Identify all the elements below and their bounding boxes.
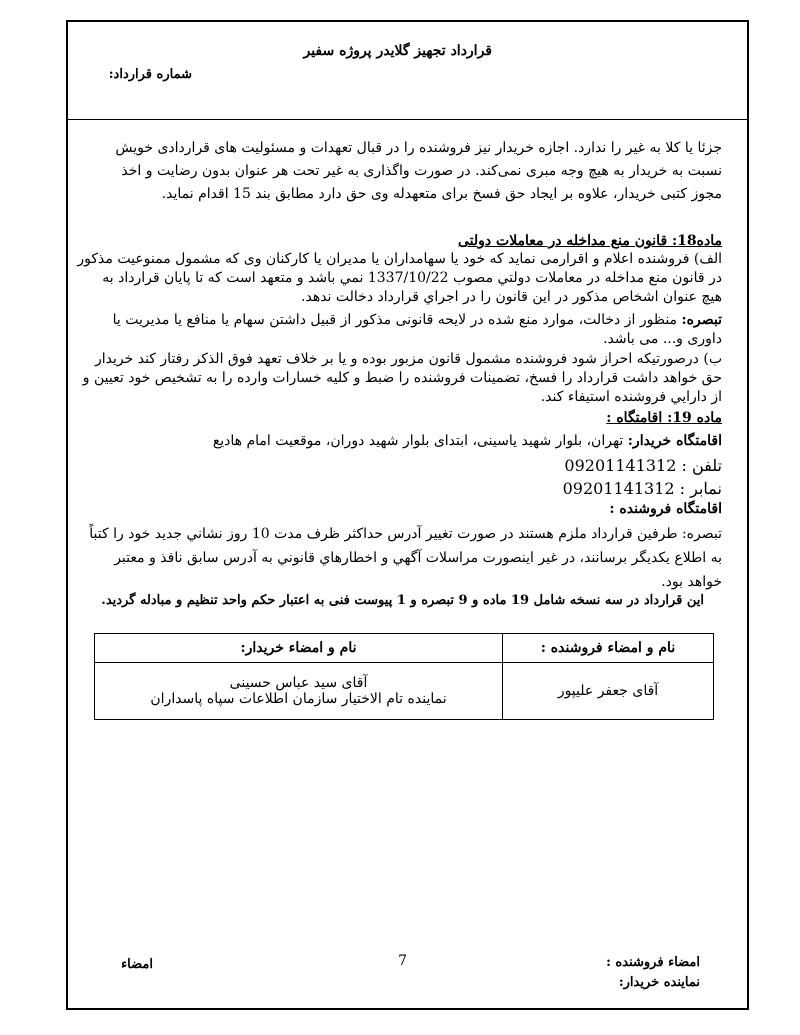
paragraph-line: نسبت به خریدار به هیچ وجه مبری نمی‌کند. در صورت واگذاری به غیر تحت هر عنوان بدون رضایت و اخذ (121, 163, 722, 179)
buyer-title: نماینده تام الاختیار سازمان اطلاعات سپاه پاسداران (150, 691, 447, 707)
article-18-paragraph-a (77, 250, 722, 307)
paragraph-line: از دارایي فروشنده استیفاء کند. (540, 389, 722, 405)
article-18-note (92, 311, 722, 349)
note-label: تبصره: (681, 312, 722, 328)
seller-address-label: اقامتگاه فروشنده : (609, 501, 722, 517)
paragraph-line (92, 311, 722, 330)
paragraph-line: تبصره: طرفين قرارداد ملزم هستند در صورت تغيير آدرس حداكثر ظرف مدت 10 روز نشاني جديد خود را كتباً (89, 526, 722, 542)
paragraph-line: خواهد بود. (661, 574, 722, 590)
paragraph-line: ب) درصورتیکه احراز شود فروشنده مشمول قانون مزبور بوده و یا بر خلاف تعهد فوق الذکر رفتار کند خریدار (95, 351, 722, 367)
paragraph-line: حق خواهد داشت قرارداد را فسخ، تضمینات فروشنده را ضبط و کلیه خسارات وارده را به تشخیص خود تعیین و (82, 370, 722, 386)
continuation-paragraph (92, 137, 722, 206)
article-19-heading: ماده 19: اقامتگاه : (606, 410, 722, 426)
seller-signature-header: نام و امضاء فروشنده : (503, 634, 714, 663)
article-18-heading: ماده18: قانون منع مداخله در معاملات دولتی (457, 233, 722, 249)
paragraph-line: هیچ عنوان اشخاص مذکور در این قانون را در اجراي قرارداد دخالت ندهد. (301, 289, 722, 305)
signature-table-header-row (95, 634, 714, 663)
buyer-representative-label: نماینده خریدار: (618, 975, 700, 990)
contract-number-label: شماره قرارداد: (108, 67, 192, 82)
signature-table (94, 633, 714, 720)
page-number: 7 (398, 953, 407, 969)
buyer-address-line (213, 433, 722, 449)
paragraph-line: داوری و... می باشد. (603, 331, 722, 347)
note-text: منظور از دخالت، موارد منع شده در لایحه قانونی مذکور از قبیل داشتن سهام یا منافع یا مدیریت یا (112, 312, 682, 328)
article-19-note (89, 522, 722, 594)
article-18-paragraph-b (82, 350, 722, 407)
document-title: قرارداد تجهیز گلایدر پروژه سفیر (303, 43, 492, 59)
signature-label: امضاء (121, 957, 153, 972)
header-divider (66, 119, 749, 120)
buyer-signature-header: نام و امضاء خریدار: (95, 634, 503, 663)
buyer-address: تهران، بلوار شهید یاسینی، ابتدای بلوار شهید دوران، موقعیت امام هادیع (212, 433, 628, 449)
buyer-name-cell (95, 663, 503, 720)
buyer-name: آقای سید عباس حسینی (229, 675, 368, 691)
paragraph-line: الف) فروشنده اعلام و اقرارمی نماید که خود یا سهامداران یا مدیران یا کارکنان وی که مشمول ممنوعیت مذکور (77, 251, 722, 267)
seller-signature-label: امضاء فروشنده : (606, 955, 700, 970)
closing-statement: این قرارداد در سه نسخه شامل 19 ماده و 9 تبصره و 1 پیوست فنی به اعتبار حکم واحد تنظیم و مبادله گردید. (101, 593, 704, 608)
buyer-phone: تلفن : 09201141312 (564, 456, 722, 475)
paragraph-line: در قانون منع مداخله در معاملات دولتي مصوب 1337/10/22 نمي باشد و متعهد است که تا پایان قرارداد به (102, 270, 722, 286)
buyer-address-label: اقامتگاه خریدار: (627, 433, 722, 449)
paragraph-line: مجوز کتبی خریدار، علاوه بر ایجاد حق فسخ برای متعهدله وی حق دارد مطابق بند 15 اقدام نماید. (161, 186, 722, 202)
signature-table-row (95, 663, 714, 720)
paragraph-line: جزئا یا کلا به غیر را ندارد. اجازه خریدار نیز فروشنده را در قبال تعهدات و مسئولیت های قراردادی خویش (115, 140, 722, 156)
buyer-fax: نمابر : 09201141312 (562, 479, 722, 498)
seller-name: آقای جعفر علیپور (503, 663, 714, 720)
paragraph-line: به اطلاع يكديگر برسانند، در غير اينصورت مراسلات آگهي و اخطارهاي قانوني به آدرس سابق نافذ و معتبر (114, 550, 722, 566)
